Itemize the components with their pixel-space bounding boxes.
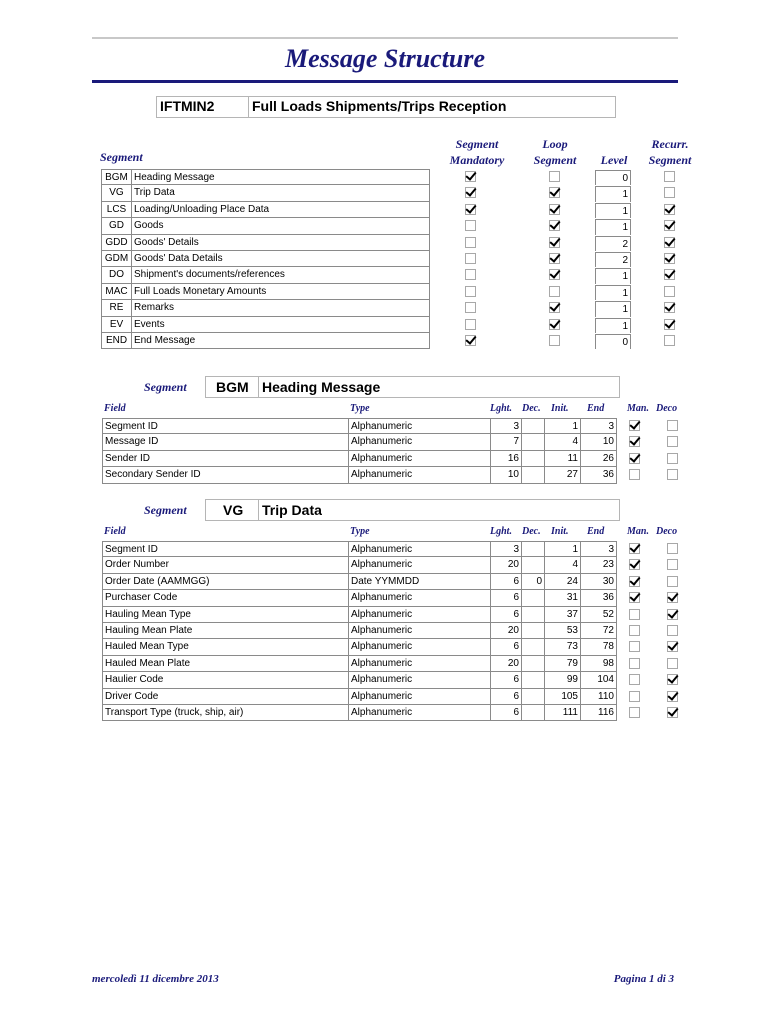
mandatory-field-checkbox[interactable] (629, 674, 640, 685)
field-init: 37 (544, 607, 581, 623)
mandatory-field-checkbox[interactable] (629, 641, 640, 652)
loop-header-line2: Segment (533, 153, 577, 167)
field-end: 110 (581, 689, 617, 705)
loop-checkbox[interactable] (549, 187, 560, 198)
deco-checkbox[interactable] (667, 420, 678, 431)
summary-code: GDM (101, 251, 131, 267)
bgm-name: Heading Message (262, 379, 381, 395)
deco-checkbox[interactable] (667, 453, 678, 464)
summary-level: 1 (595, 285, 631, 300)
field-end: 36 (581, 467, 617, 483)
mandatory-field-checkbox[interactable] (629, 543, 640, 554)
field-type: Date YYMMDD (348, 574, 491, 590)
message-code: IFTMIN2 (160, 98, 215, 114)
field-type: Alphanumeric (348, 467, 491, 483)
field-name: Order Number (102, 557, 348, 573)
field-end: 104 (581, 672, 617, 688)
mandatory-checkbox[interactable] (465, 269, 476, 280)
loop-checkbox[interactable] (549, 253, 560, 264)
field-type: Alphanumeric (348, 705, 491, 721)
field-decimals (522, 434, 544, 450)
summary-level: 2 (595, 236, 631, 251)
deco-checkbox[interactable] (667, 436, 678, 447)
field-name: Secondary Sender ID (102, 467, 348, 483)
field-init: 4 (544, 557, 581, 573)
field-init: 11 (544, 451, 581, 467)
summary-code: VG (101, 185, 131, 201)
field-name: Order Date (AAMMGG) (102, 574, 348, 590)
field-decimals (522, 541, 544, 557)
field-type: Alphanumeric (348, 639, 491, 655)
summary-code: END (101, 333, 131, 349)
field-end: 98 (581, 656, 617, 672)
recurr-checkbox[interactable] (664, 187, 675, 198)
mandatory-field-checkbox[interactable] (629, 576, 640, 587)
loop-checkbox[interactable] (549, 220, 560, 231)
summary-name: Trip Data (131, 185, 430, 201)
lght-header: Lght. (490, 526, 512, 537)
summary-name: Remarks (131, 300, 430, 316)
bgm-segment-label: Segment (144, 380, 187, 394)
recurr-checkbox[interactable] (664, 204, 675, 215)
summary-level: 1 (595, 203, 631, 218)
summary-name: Shipment's documents/references (131, 267, 430, 283)
deco-checkbox[interactable] (667, 592, 678, 603)
deco-checkbox[interactable] (667, 543, 678, 554)
field-init: 24 (544, 574, 581, 590)
mandatory-field-checkbox[interactable] (629, 691, 640, 702)
loop-checkbox[interactable] (549, 319, 560, 330)
field-decimals (522, 557, 544, 573)
deco-header: Deco (656, 403, 678, 414)
top-divider (92, 37, 678, 39)
recurr-header-line2: Segment (648, 153, 692, 167)
summary-code: GD (101, 218, 131, 234)
summary-name: Goods (131, 218, 430, 234)
field-length: 20 (491, 656, 522, 672)
recurr-checkbox[interactable] (664, 335, 675, 346)
title-divider (92, 80, 678, 83)
level-header: Level (600, 153, 628, 167)
summary-name: Goods' Details (131, 235, 430, 251)
field-type: Alphanumeric (348, 418, 491, 434)
field-name: Transport Type (truck, ship, air) (102, 705, 348, 721)
summary-code: MAC (101, 284, 131, 300)
deco-checkbox[interactable] (667, 576, 678, 587)
summary-level: 1 (595, 186, 631, 201)
mandatory-checkbox[interactable] (465, 220, 476, 231)
field-type: Alphanumeric (348, 689, 491, 705)
field-length: 20 (491, 557, 522, 573)
footer-date: mercoledì 11 dicembre 2013 (92, 973, 219, 985)
field-type: Alphanumeric (348, 541, 491, 557)
type-header: Type (350, 526, 370, 537)
summary-level: 0 (595, 334, 631, 349)
field-length: 6 (491, 607, 522, 623)
mandatory-checkbox[interactable] (465, 171, 476, 182)
mandatory-field-checkbox[interactable] (629, 453, 640, 464)
message-header-separator (248, 96, 249, 118)
field-init: 111 (544, 705, 581, 721)
summary-name: Loading/Unloading Place Data (131, 202, 430, 218)
field-init: 31 (544, 590, 581, 606)
field-name: Hauled Mean Type (102, 639, 348, 655)
recurr-checkbox[interactable] (664, 302, 675, 313)
field-init: 99 (544, 672, 581, 688)
vg-code: VG (223, 502, 244, 518)
end-header: End (587, 526, 605, 537)
field-type: Alphanumeric (348, 557, 491, 573)
summary-code: RE (101, 300, 131, 316)
mandatory-field-checkbox[interactable] (629, 436, 640, 447)
field-name: Hauled Mean Plate (102, 656, 348, 672)
init-header: Init. (551, 526, 569, 537)
vg-segment-label: Segment (144, 503, 187, 517)
loop-checkbox[interactable] (549, 269, 560, 280)
field-end: 78 (581, 639, 617, 655)
field-decimals (522, 672, 544, 688)
mandatory-checkbox[interactable] (465, 237, 476, 248)
mandatory-checkbox[interactable] (465, 253, 476, 264)
recurr-checkbox[interactable] (664, 220, 675, 231)
summary-code: EV (101, 317, 131, 333)
field-length: 6 (491, 639, 522, 655)
field-length: 6 (491, 590, 522, 606)
field-init: 27 (544, 467, 581, 483)
field-decimals (522, 418, 544, 434)
recurr-checkbox[interactable] (664, 237, 675, 248)
mandatory-field-checkbox[interactable] (629, 707, 640, 718)
deco-checkbox[interactable] (667, 707, 678, 718)
recurr-header-line1: Recurr. (651, 137, 689, 151)
field-type: Alphanumeric (348, 656, 491, 672)
summary-name: End Message (131, 333, 430, 349)
field-end: 30 (581, 574, 617, 590)
field-decimals (522, 689, 544, 705)
field-init: 1 (544, 541, 581, 557)
field-end: 3 (581, 418, 617, 434)
field-name: Sender ID (102, 451, 348, 467)
mandatory-checkbox[interactable] (465, 204, 476, 215)
field-init: 4 (544, 434, 581, 450)
lght-header: Lght. (490, 403, 512, 414)
page-title: Message Structure (284, 44, 486, 73)
field-name: Segment ID (102, 541, 348, 557)
summary-code: BGM (101, 169, 131, 185)
field-length: 16 (491, 451, 522, 467)
mandatory-field-checkbox[interactable] (629, 469, 640, 480)
field-type: Alphanumeric (348, 672, 491, 688)
mandatory-header-line1: Segment (455, 137, 499, 151)
mandatory-field-checkbox[interactable] (629, 592, 640, 603)
mandatory-field-checkbox[interactable] (629, 609, 640, 620)
field-name: Message ID (102, 434, 348, 450)
field-init: 53 (544, 623, 581, 639)
mandatory-checkbox[interactable] (465, 302, 476, 313)
deco-checkbox[interactable] (667, 625, 678, 636)
summary-level: 1 (595, 301, 631, 316)
loop-checkbox[interactable] (549, 237, 560, 248)
init-header: Init. (551, 403, 569, 414)
field-length: 6 (491, 574, 522, 590)
recurr-checkbox[interactable] (664, 171, 675, 182)
mandatory-field-checkbox[interactable] (629, 420, 640, 431)
field-decimals (522, 451, 544, 467)
field-decimals (522, 656, 544, 672)
vg-header-separator (258, 499, 259, 521)
deco-checkbox[interactable] (667, 559, 678, 570)
field-end: 10 (581, 434, 617, 450)
bgm-code: BGM (216, 379, 249, 395)
field-length: 7 (491, 434, 522, 450)
mandatory-checkbox[interactable] (465, 319, 476, 330)
summary-code: DO (101, 267, 131, 283)
field-init: 1 (544, 418, 581, 434)
bgm-header-separator (258, 376, 259, 398)
dec-header: Dec. (522, 526, 541, 537)
field-length: 10 (491, 467, 522, 483)
field-decimals (522, 639, 544, 655)
loop-checkbox[interactable] (549, 302, 560, 313)
field-type: Alphanumeric (348, 434, 491, 450)
loop-checkbox[interactable] (549, 171, 560, 182)
field-length: 20 (491, 623, 522, 639)
message-name: Full Loads Shipments/Trips Reception (252, 98, 507, 114)
recurr-checkbox[interactable] (664, 269, 675, 280)
field-name: Hauling Mean Type (102, 607, 348, 623)
summary-name: Goods' Data Details (131, 251, 430, 267)
footer-page: Pagina 1 di 3 (613, 973, 674, 985)
field-length: 6 (491, 672, 522, 688)
type-header: Type (350, 403, 370, 414)
vg-name: Trip Data (262, 502, 322, 518)
summary-level: 1 (595, 219, 631, 234)
field-name: Hauling Mean Plate (102, 623, 348, 639)
field-type: Alphanumeric (348, 590, 491, 606)
mandatory-checkbox[interactable] (465, 187, 476, 198)
summary-level: 0 (595, 170, 631, 185)
field-length: 3 (491, 541, 522, 557)
man-header: Man. (627, 526, 649, 537)
mandatory-checkbox[interactable] (465, 286, 476, 297)
summary-name: Full Loads Monetary Amounts (131, 284, 430, 300)
field-type: Alphanumeric (348, 607, 491, 623)
field-end: 36 (581, 590, 617, 606)
field-length: 6 (491, 689, 522, 705)
field-header: Field (104, 526, 126, 537)
summary-segment-header: Segment (100, 150, 143, 164)
mandatory-field-checkbox[interactable] (629, 625, 640, 636)
field-name: Purchaser Code (102, 590, 348, 606)
field-end: 23 (581, 557, 617, 573)
recurr-checkbox[interactable] (664, 319, 675, 330)
deco-checkbox[interactable] (667, 609, 678, 620)
deco-checkbox[interactable] (667, 674, 678, 685)
field-length: 6 (491, 705, 522, 721)
loop-header-line1: Loop (542, 137, 568, 151)
recurr-checkbox[interactable] (664, 286, 675, 297)
man-header: Man. (627, 403, 649, 414)
field-type: Alphanumeric (348, 623, 491, 639)
summary-name: Heading Message (131, 169, 430, 185)
summary-level: 2 (595, 252, 631, 267)
field-decimals (522, 467, 544, 483)
field-init: 73 (544, 639, 581, 655)
field-decimals (522, 607, 544, 623)
summary-name: Events (131, 317, 430, 333)
field-init: 79 (544, 656, 581, 672)
loop-checkbox[interactable] (549, 204, 560, 215)
field-end: 72 (581, 623, 617, 639)
summary-code: GDD (101, 235, 131, 251)
field-end: 26 (581, 451, 617, 467)
field-name: Haulier Code (102, 672, 348, 688)
field-end: 116 (581, 705, 617, 721)
field-length: 3 (491, 418, 522, 434)
loop-checkbox[interactable] (549, 286, 560, 297)
deco-checkbox[interactable] (667, 641, 678, 652)
loop-checkbox[interactable] (549, 335, 560, 346)
field-decimals (522, 705, 544, 721)
mandatory-checkbox[interactable] (465, 335, 476, 346)
end-header: End (587, 403, 605, 414)
field-init: 105 (544, 689, 581, 705)
deco-header: Deco (656, 526, 678, 537)
field-end: 52 (581, 607, 617, 623)
summary-level: 1 (595, 318, 631, 333)
mandatory-field-checkbox[interactable] (629, 658, 640, 669)
deco-checkbox[interactable] (667, 691, 678, 702)
summary-code: LCS (101, 202, 131, 218)
deco-checkbox[interactable] (667, 469, 678, 480)
mandatory-field-checkbox[interactable] (629, 559, 640, 570)
deco-checkbox[interactable] (667, 658, 678, 669)
summary-level: 1 (595, 268, 631, 283)
field-type: Alphanumeric (348, 451, 491, 467)
field-decimals: 0 (522, 574, 544, 590)
field-name: Segment ID (102, 418, 348, 434)
field-end: 3 (581, 541, 617, 557)
field-decimals (522, 590, 544, 606)
field-decimals (522, 623, 544, 639)
mandatory-header-line2: Mandatory (449, 153, 505, 167)
recurr-checkbox[interactable] (664, 253, 675, 264)
field-header: Field (104, 403, 126, 414)
dec-header: Dec. (522, 403, 541, 414)
field-name: Driver Code (102, 689, 348, 705)
